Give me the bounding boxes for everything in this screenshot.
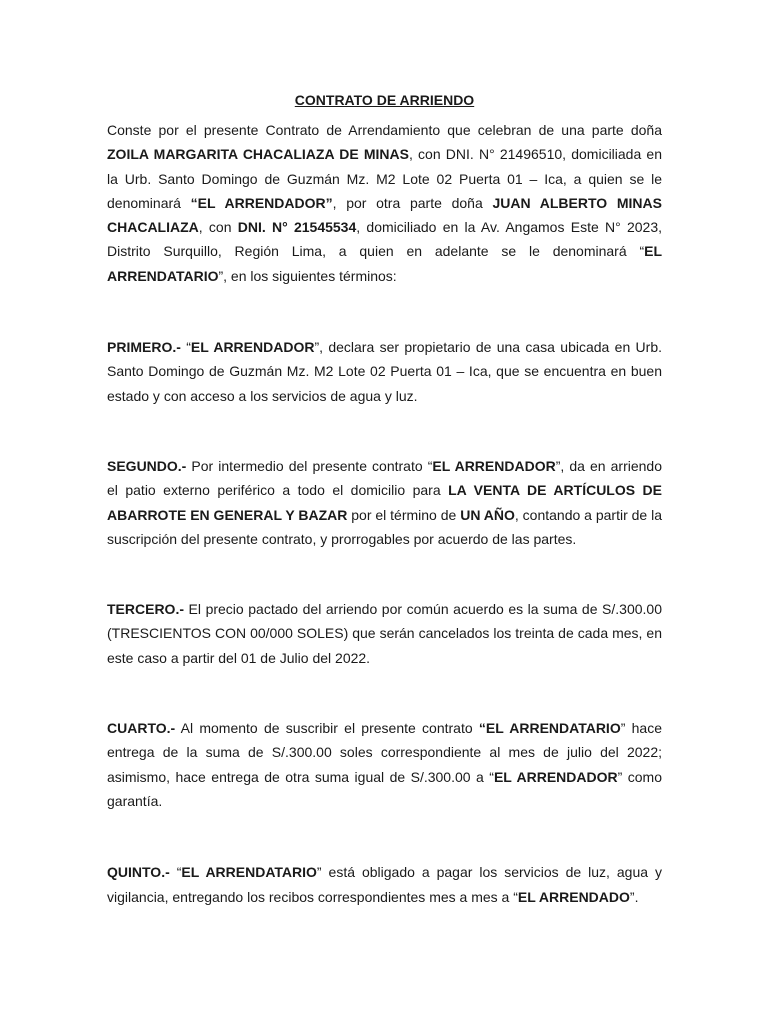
text-segment: ”, en los siguientes términos: bbox=[218, 267, 397, 284]
text-segment: “ bbox=[180, 339, 191, 356]
clause-quinto bbox=[107, 860, 662, 909]
spacer bbox=[107, 813, 662, 860]
bold-text-segment: EL ARRENDADOR bbox=[190, 339, 315, 356]
clause-segundo bbox=[107, 454, 662, 551]
document-page bbox=[107, 90, 662, 909]
intro-paragraph bbox=[107, 118, 662, 288]
text-segment: ” como garantía. bbox=[107, 768, 662, 809]
text-segment: ”. bbox=[629, 888, 639, 905]
bold-text-segment: UN AÑO bbox=[460, 506, 515, 523]
bold-text-segment: EL ARRENDADO bbox=[517, 888, 630, 905]
bold-text-segment: SEGUNDO.- bbox=[107, 457, 187, 474]
clause-primero bbox=[107, 335, 662, 408]
bold-text-segment: LA VENTA DE ARTÍCULOS DE ABARROTE EN GENERAL Y BAZAR bbox=[107, 482, 662, 523]
bold-text-segment: EL ARRENDATARIO bbox=[107, 243, 662, 284]
document-title: CONTRATO DE ARRIENDO bbox=[294, 92, 475, 108]
text-segment: Conste por el presente Contrato de Arrendamiento que celebran de una parte doña bbox=[107, 122, 662, 138]
text-segment: por el término de bbox=[347, 506, 461, 523]
text-segment: ”, da en arriendo el patio externo periférico a todo el domicilio para bbox=[107, 457, 663, 499]
text-segment: , contando a partir de la suscripción del presente contrato, y prorrogables por acuerdo de las partes. bbox=[107, 506, 663, 547]
text-segment: ” está obligado a pagar los servicios de luz, agua y vigilancia, entregando los recibos correspondientes mes a mes a “ bbox=[107, 864, 662, 905]
text-segment: ”, declara ser propietario de una casa ubicada en Urb. Santo Domingo de Guzmán Mz. M2 Lote 02 Puerta 01 – Ica, que se encuentra en buen estado y con acceso a los servicios de agua y luz. bbox=[107, 339, 663, 404]
text-segment: , domiciliado en la Av. Angamos Este N° 2023, Distrito Surquillo, Región Lima, a quien en adelante se le denominará “ bbox=[107, 219, 662, 260]
spacer bbox=[107, 408, 662, 454]
spacer bbox=[107, 551, 662, 597]
text-segment: Por intermedio del presente contrato “ bbox=[186, 457, 433, 474]
bold-text-segment: “EL ARRENDATARIO bbox=[478, 720, 621, 737]
spacer bbox=[107, 288, 662, 335]
bold-text-segment: CUARTO.- bbox=[107, 720, 176, 737]
spacer bbox=[107, 670, 662, 716]
text-segment: , con bbox=[198, 219, 238, 236]
text-segment: , por otra parte doña bbox=[332, 194, 493, 211]
bold-text-segment: “EL ARRENDADOR” bbox=[190, 194, 333, 211]
text-segment: ” hace entrega de la suma de S/.300.00 soles correspondiente al mes de julio del 2022; asimismo, hace entrega de otra suma igual de S/.300.00 a “ bbox=[107, 720, 662, 785]
text-segment: , con DNI. N° 21496510, domiciliada en la Urb. Santo Domingo de Guzmán Mz. M2 Lote 02 Puerta 01 – Ica, a quien se le denominará bbox=[107, 146, 663, 211]
bold-text-segment: QUINTO.- bbox=[107, 864, 170, 881]
bold-text-segment: TERCERO.- bbox=[107, 601, 184, 618]
bold-text-segment: DNI. N° 21545534 bbox=[237, 219, 357, 236]
bold-text-segment: ZOILA MARGARITA CHACALIAZA DE MINAS bbox=[107, 146, 409, 163]
bold-text-segment: PRIMERO.- bbox=[107, 339, 181, 356]
bold-text-segment: JUAN ALBERTO MINAS CHACALIAZA bbox=[107, 194, 662, 236]
bold-text-segment: EL ARRENDADOR bbox=[493, 768, 618, 785]
clause-cuarto bbox=[107, 716, 662, 813]
bold-text-segment: EL ARRENDATARIO bbox=[181, 864, 317, 881]
text-segment: “ bbox=[169, 864, 182, 881]
clause-tercero bbox=[107, 597, 662, 670]
text-segment: El precio pactado del arriendo por común acuerdo es la suma de S/.300.00 (TRESCIENTOS CON 00/000 SOLES) que serán cancelados los treinta de cada mes, en este caso a partir del 01 de Julio del 2022. bbox=[107, 601, 662, 666]
bold-text-segment: EL ARRENDADOR bbox=[432, 457, 556, 474]
text-segment: Al momento de suscribir el presente contrato bbox=[175, 720, 479, 737]
